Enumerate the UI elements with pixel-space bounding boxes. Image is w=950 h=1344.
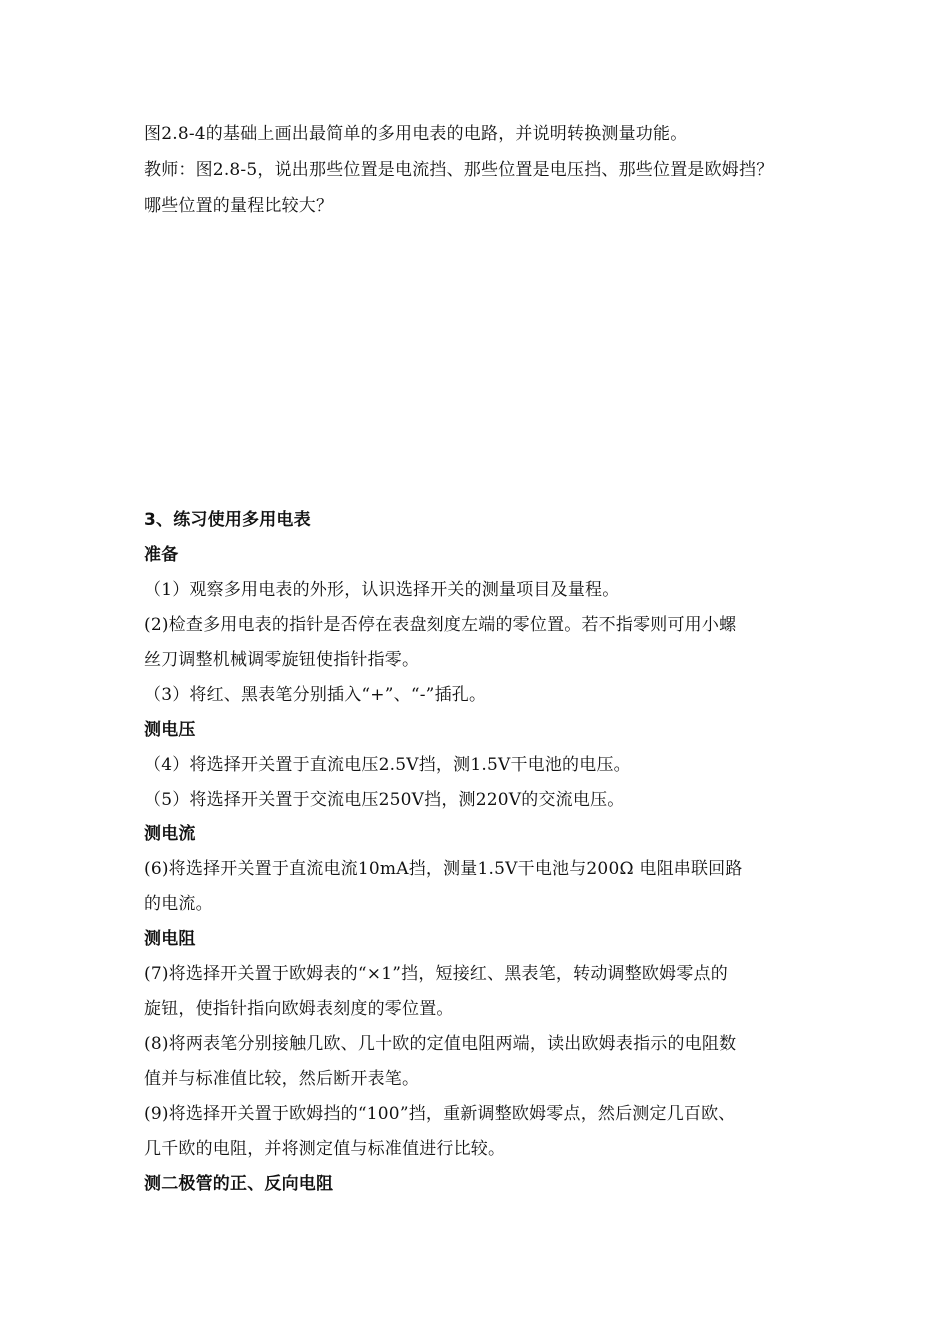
voltage-heading: 测电压 <box>144 720 196 740</box>
prep-heading: 准备 <box>144 545 179 565</box>
intro-line-3: 哪些位置的量程比较大？ <box>144 196 334 216</box>
step-6-line-2: 的电流。 <box>144 894 213 914</box>
step-9-line-2: 几千欧的电阻，并将测定值与标准值进行比较。 <box>144 1139 506 1159</box>
diode-heading: 测二极管的正、反向电阻 <box>144 1174 334 1194</box>
step-2-line-2: 丝刀调整机械调零旋钮使指针指零。 <box>144 650 420 670</box>
step-8-line-2: 值并与标准值比较，然后断开表笔。 <box>144 1069 420 1089</box>
step-6-line-1: (6)将选择开关置于直流电流10mA挡，测量1.5V干电池与200Ω 电阻串联回路 <box>144 859 743 879</box>
step-5: （5）将选择开关置于交流电压250V挡，测220V的交流电压。 <box>144 790 625 810</box>
step-4: （4）将选择开关置于直流电压2.5V挡，测1.5V干电池的电压。 <box>144 755 631 775</box>
section-title: 3、练习使用多用电表 <box>144 510 311 530</box>
step-8-line-1: (8)将两表笔分别接触几欧、几十欧的定值电阻两端，读出欧姆表指示的电阻数 <box>144 1034 737 1054</box>
current-heading: 测电流 <box>144 824 196 844</box>
intro-line-1: 图2.8-4的基础上画出最简单的多用电表的电路，并说明转换测量功能。 <box>144 124 688 144</box>
step-7-line-1: (7)将选择开关置于欧姆表的“×1”挡，短接红、黑表笔，转动调整欧姆零点的 <box>144 964 728 984</box>
step-3: （3）将红、黑表笔分别插入“+”、“-”插孔。 <box>144 685 487 705</box>
step-9-line-1: (9)将选择开关置于欧姆挡的“100”挡，重新调整欧姆零点，然后测定几百欧、 <box>144 1104 736 1124</box>
step-1: （1）观察多用电表的外形，认识选择开关的测量项目及量程。 <box>144 580 620 600</box>
step-7-line-2: 旋钮，使指针指向欧姆表刻度的零位置。 <box>144 999 454 1019</box>
resistance-heading: 测电阻 <box>144 929 196 949</box>
intro-line-2: 教师：图2.8-5，说出那些位置是电流挡、那些位置是电压挡、那些位置是欧姆挡？ <box>144 160 774 180</box>
step-2-line-1: (2)检查多用电表的指针是否停在表盘刻度左端的零位置。若不指零则可用小螺 <box>144 615 737 635</box>
